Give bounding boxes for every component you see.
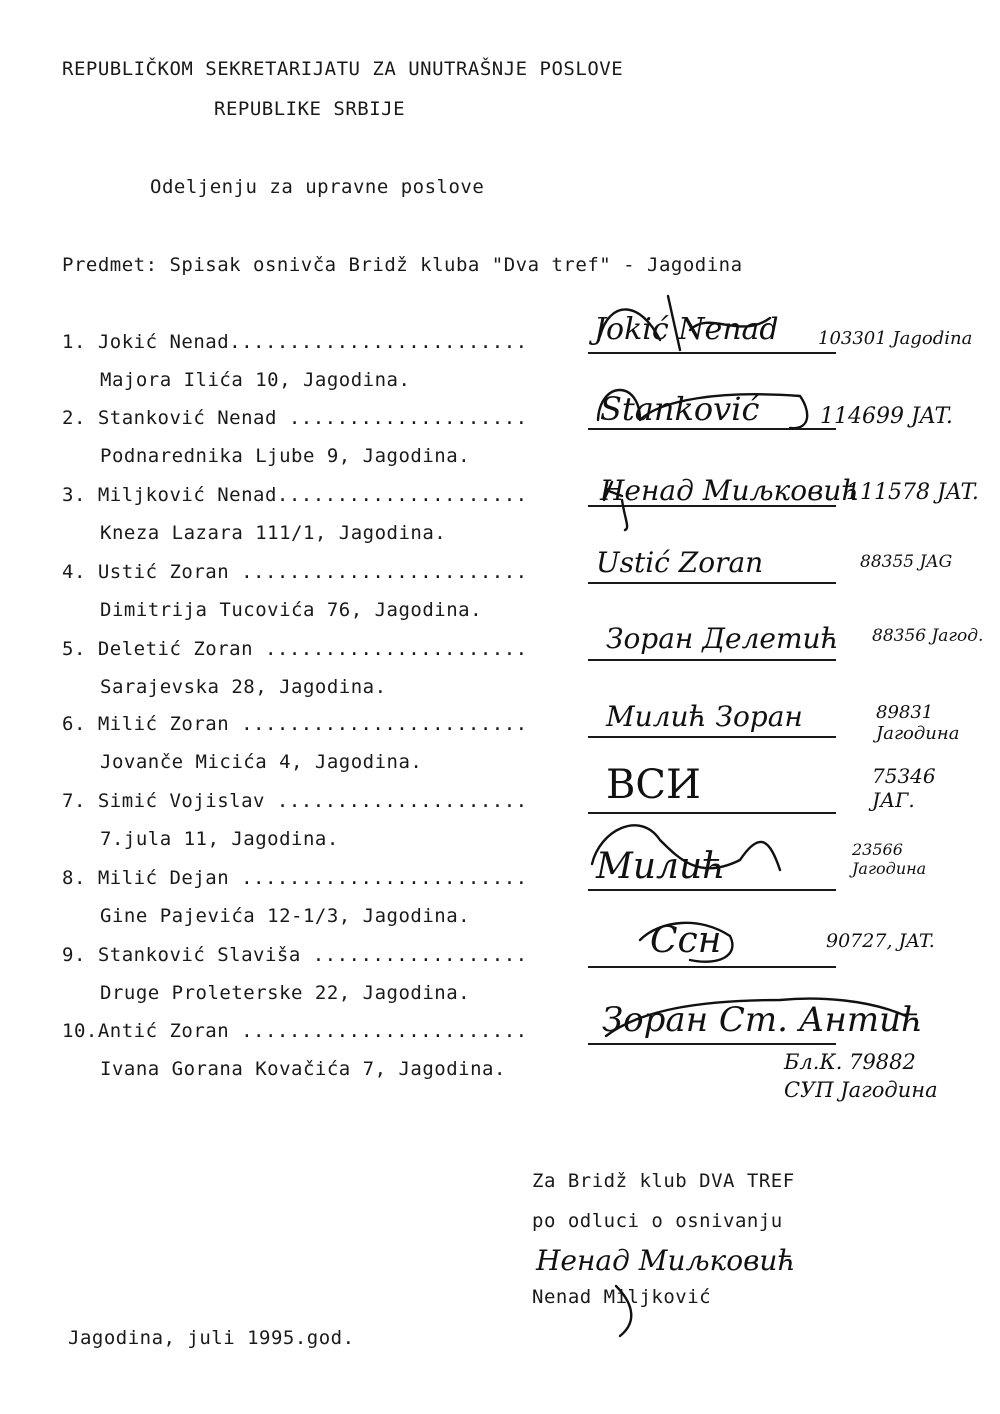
member-id-note: 114699 JAT. bbox=[820, 404, 953, 429]
addressee-line-2: REPUBLIKE SRBIJE bbox=[214, 98, 406, 120]
member-address: 7.jula 11, Jagodina. bbox=[100, 828, 339, 850]
member-name: 8. Milić Dejan ........................ bbox=[62, 867, 528, 889]
member-name: 4. Ustić Zoran ........................ bbox=[62, 561, 528, 583]
member-signature: Ustić Zoran bbox=[596, 546, 764, 579]
member-name: 7. Simić Vojislav ..................... bbox=[62, 790, 528, 812]
member-id-note: 88356 Јагод. bbox=[872, 626, 984, 646]
member-name: 10.Antić Zoran ........................ bbox=[62, 1020, 528, 1042]
member-address: Dimitrija Tucovića 76, Jagodina. bbox=[100, 599, 483, 621]
member-name: 1. Jokić Nenad......................... bbox=[62, 331, 528, 353]
member-address: Druge Proleterske 22, Jagodina. bbox=[100, 982, 471, 1004]
member-signature: Зоран Делетић bbox=[606, 622, 839, 655]
subject-line: Predmet: Spisak osnivča Bridž kluba "Dva tref" - Jagodina bbox=[62, 254, 743, 276]
member-address: Gine Pajevića 12-1/3, Jagodina. bbox=[100, 905, 471, 927]
member-signature: Jokić Nenad bbox=[594, 312, 779, 347]
member-id-note: 75346 ЈАГ. bbox=[872, 764, 936, 812]
addressee-line-1: REPUBLIČKOM SEKRETARIJATU ZA UNUTRAŠNJE POSLOVE bbox=[62, 58, 624, 80]
member-id-note: 90727, JAT. bbox=[826, 930, 935, 952]
member-signature: Милић Зоран bbox=[606, 700, 803, 733]
closing-line-1: Za Bridž klub DVA TREF bbox=[532, 1170, 795, 1192]
member-signature: Милић bbox=[596, 846, 726, 887]
department-line: Odeljenju za upravne poslove bbox=[150, 176, 485, 198]
member-id-note: Бл.К. 79882 СУП Јагодина bbox=[784, 1050, 938, 1102]
member-address: Majora Ilića 10, Jagodina. bbox=[100, 369, 411, 391]
member-address: Jovanče Micića 4, Jagodina. bbox=[100, 751, 423, 773]
member-address: Ivana Gorana Kovačića 7, Jagodina. bbox=[100, 1058, 506, 1080]
member-id-note: 88355 JAG bbox=[860, 552, 953, 572]
member-name: 2. Stanković Nenad .................... bbox=[62, 407, 528, 429]
member-name: 6. Milić Zoran ........................ bbox=[62, 713, 528, 735]
member-id-note: 103301 Jagodina bbox=[818, 328, 973, 349]
member-address: Kneza Lazara 111/1, Jagodina. bbox=[100, 522, 447, 544]
closing-signer-name: Nenad Miljković bbox=[532, 1286, 712, 1308]
member-id-note: 23566 Јагодина bbox=[852, 840, 927, 878]
closing-signature: Ненад Миљковић bbox=[536, 1244, 796, 1277]
member-id-note: 111578 JAT. bbox=[846, 480, 979, 505]
member-address: Sarajevska 28, Jagodina. bbox=[100, 676, 387, 698]
member-signature: Ссн bbox=[650, 920, 722, 961]
member-address: Podnarednika Ljube 9, Jagodina. bbox=[100, 445, 471, 467]
closing-line-2: po odluci o osnivanju bbox=[532, 1210, 783, 1232]
member-signature: Зоран Ст. Антић bbox=[602, 1000, 923, 1040]
member-name: 3. Miljković Nenad..................... bbox=[62, 484, 528, 506]
member-signature: ВСИ bbox=[606, 762, 701, 808]
member-id-note: 89831 Јагодина bbox=[876, 702, 960, 744]
place-date-line: Jagodina, juli 1995.god. bbox=[68, 1327, 355, 1349]
member-name: 9. Stanković Slaviša .................. bbox=[62, 944, 528, 966]
member-signature: Ненад Миљковић bbox=[600, 474, 860, 507]
member-signature: Stanković bbox=[600, 390, 760, 428]
member-name: 5. Deletić Zoran ...................... bbox=[62, 638, 528, 660]
